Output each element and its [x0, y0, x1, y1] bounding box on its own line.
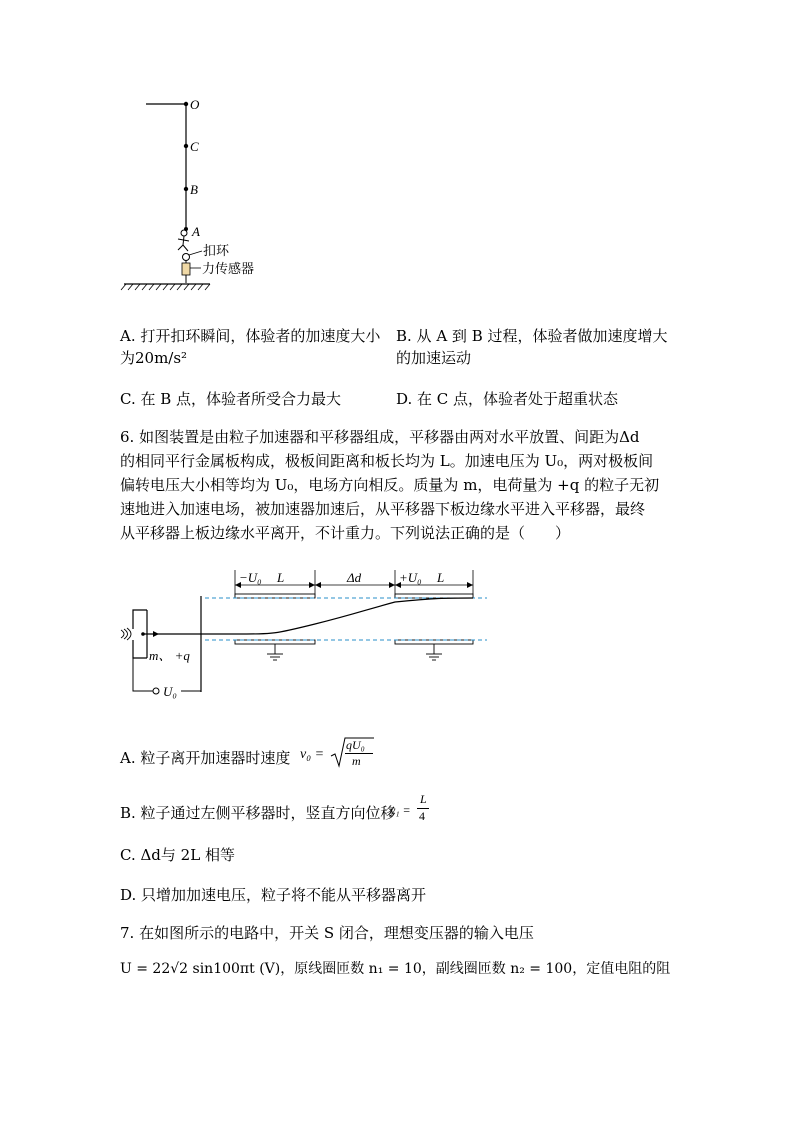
- lower-plate-left: [235, 640, 315, 644]
- particle-source-icon: [121, 628, 131, 640]
- figure-particle-translator: [115, 562, 495, 707]
- q6-option-a-text: A. 粒子离开加速器时速度: [120, 749, 291, 767]
- q6-option-b-formula: [390, 792, 450, 826]
- particle-trajectory: [143, 598, 473, 634]
- q6-option-b-text: B. 粒子通过左侧平移器时，竖直方向位移: [120, 804, 396, 822]
- label-a: A: [192, 224, 200, 239]
- figure-bungee: [110, 95, 290, 295]
- q6-option-c: C. Δd与 2L 相等: [120, 846, 235, 864]
- q6-option-a-num: qU₀: [346, 738, 365, 752]
- point-c: [184, 144, 188, 148]
- ground-left-icon: [267, 644, 283, 660]
- point-b: [184, 187, 188, 191]
- q6-option-a-den: m: [352, 754, 361, 768]
- force-sensor-icon: [182, 263, 190, 275]
- q6-option-b-num: L: [420, 792, 427, 806]
- buckle-ring-icon: [183, 254, 190, 261]
- q6-option-a-formula: [300, 736, 380, 770]
- q7-line2: U = 22√2 sin100πt (V)，原线圈匝数 n₁ = 10，副线圈匝数 n₂ = 100，定值电阻的阻: [120, 961, 671, 977]
- q6-option-b-lhs: y₁ =: [390, 803, 411, 817]
- q6-option-b: [120, 802, 396, 824]
- q5-option-a-line1: A. 打开扣环瞬间，体验者的加速度大小: [120, 327, 381, 345]
- sensor-label: 力传感器: [202, 262, 255, 277]
- q6-option-b-den: 4: [419, 809, 425, 823]
- left-voltage-label: −U₀: [239, 570, 262, 585]
- q6-option-a-lhs: v₀ =: [300, 747, 325, 762]
- q5-option-d: D. 在 C 点，体验者处于超重状态: [396, 390, 619, 408]
- q5-option-c: C. 在 B 点，体验者所受合力最大: [120, 390, 342, 408]
- q6-stem-line4: 速地进入加速电场，被加速器加速后，从平移器下板边缘水平进入平移器，最终: [120, 500, 646, 518]
- source-voltage-label: U₀: [163, 684, 177, 699]
- buckle-label: 扣环: [203, 244, 230, 259]
- person-icon: [178, 230, 189, 251]
- q6-stem-line2: 的相同平行金属板构成，极板间距离和板长均为 L。加速电压为 U₀，两对极板间: [120, 452, 654, 470]
- right-voltage-label: +U₀: [399, 570, 422, 585]
- q5-option-a-line2: 为20m/s²: [120, 349, 188, 367]
- point-o: [184, 102, 188, 106]
- q5-option-b-line2: 的加速运动: [396, 349, 472, 367]
- ground-right-icon: [426, 644, 442, 660]
- label-b: B: [190, 182, 198, 197]
- q6-stem-line5: 从平移器上板边缘水平离开，不计重力。下列说法正确的是（ ）: [120, 524, 571, 542]
- upper-plate-left: [235, 594, 315, 598]
- gap-label: Δd: [347, 570, 362, 585]
- q5-option-b-line1: B. 从 A 到 B 过程，体验者做加速度增大: [396, 327, 668, 345]
- label-c: C: [190, 139, 199, 154]
- q6-stem-line1: 6. 如图装置是由粒子加速器和平移器组成，平移器由两对水平放置、间距为Δd: [120, 428, 640, 446]
- particle-label: m、 +q: [149, 648, 190, 663]
- lower-plate-right: [395, 640, 473, 644]
- left-length-label: L: [277, 570, 285, 585]
- q6-option-d: D. 只增加加速电压，粒子将不能从平移器离开: [120, 886, 427, 904]
- q6-stem-line3: 偏转电压大小相等均为 U₀，电场方向相反。质量为 m，电荷量为 +q 的粒子无初: [120, 476, 660, 494]
- upper-plate-right: [395, 594, 473, 598]
- q6-option-a: [120, 747, 290, 769]
- right-length-label: L: [437, 570, 445, 585]
- q7-line1: 7. 在如图所示的电路中，开关 S 闭合，理想变压器的输入电压: [120, 924, 534, 942]
- label-o: O: [190, 97, 200, 112]
